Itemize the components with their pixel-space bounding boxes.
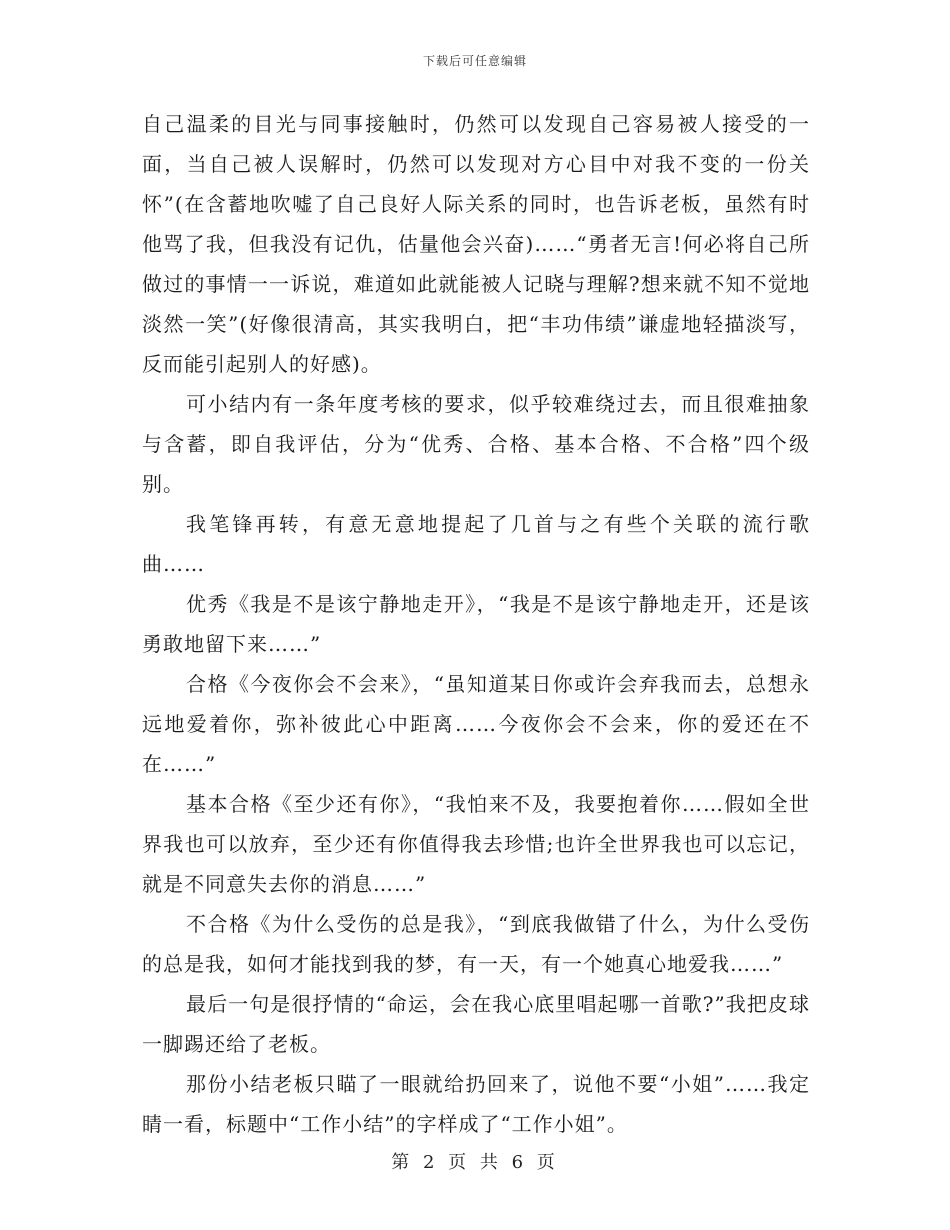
paragraph-unqualified: 不合格《为什么受伤的总是我》，“到底我做错了什么，为什么受伤的总是我，如何才能找到我的梦，有一天，有一个她真心地爱我……” <box>142 912 810 976</box>
page-number: 第 2 页 共 6 页 <box>391 1152 559 1173</box>
page-header-note: 下载后可任意编辑 <box>422 54 527 68</box>
paragraph-songs-intro: 我笔锋再转，有意无意地提起了几首与之有些个关联的流行歌曲…… <box>142 512 810 576</box>
paragraph-annual-review: 可小结内有一条年度考核的要求，似乎较难绕过去，而且很难抽象与含蓄，即自我评估，分为“优秀、合格、基本合格、不合格”四个级别。 <box>142 392 810 496</box>
paragraph-ending: 那份小结老板只瞄了一眼就给扔回来了，说他不要“小姐”……我定睛一看，标题中“工作小结”的字样成了“工作小姐”。 <box>142 1072 810 1136</box>
document-body <box>142 104 810 1144</box>
paragraph-continuation: 自己温柔的目光与同事接触时，仍然可以发现自己容易被人接受的一面，当自己被人误解时，仍然可以发现对方心目中对我不变的一份关怀”(在含蓄地吹嘘了自己良好人际关系的同时，也告诉老板，虽然有时他骂了我，但我没有记仇，估量他会兴奋)……“勇者无言!何必将自己所做过的事情一一诉说，难道如此就能被人记晓与理解?想来就不知不觉地淡然一笑”(好像很清高，其实我明白，把“丰功伟绩”谦虚地轻描淡写，反而能引起别人的好感)。 <box>142 112 810 376</box>
paragraph-basically-qualified: 基本合格《至少还有你》，“我怕来不及，我要抱着你……假如全世界我也可以放弃，至少还有你值得我去珍惜;也许全世界我也可以忘记，就是不同意失去你的消息……” <box>142 792 810 896</box>
paragraph-excellent: 优秀《我是不是该宁静地走开》，“我是不是该宁静地走开，还是该勇敢地留下来……” <box>142 592 810 656</box>
paragraph-last-line: 最后一句是很抒情的“命运，会在我心底里唱起哪一首歌?”我把皮球一脚踢还给了老板。 <box>142 992 810 1056</box>
paragraph-qualified: 合格《今夜你会不会来》，“虽知道某日你或许会弃我而去，总想永远地爱着你，弥补彼此心中距离……今夜你会不会来，你的爱还在不在……” <box>142 672 810 776</box>
